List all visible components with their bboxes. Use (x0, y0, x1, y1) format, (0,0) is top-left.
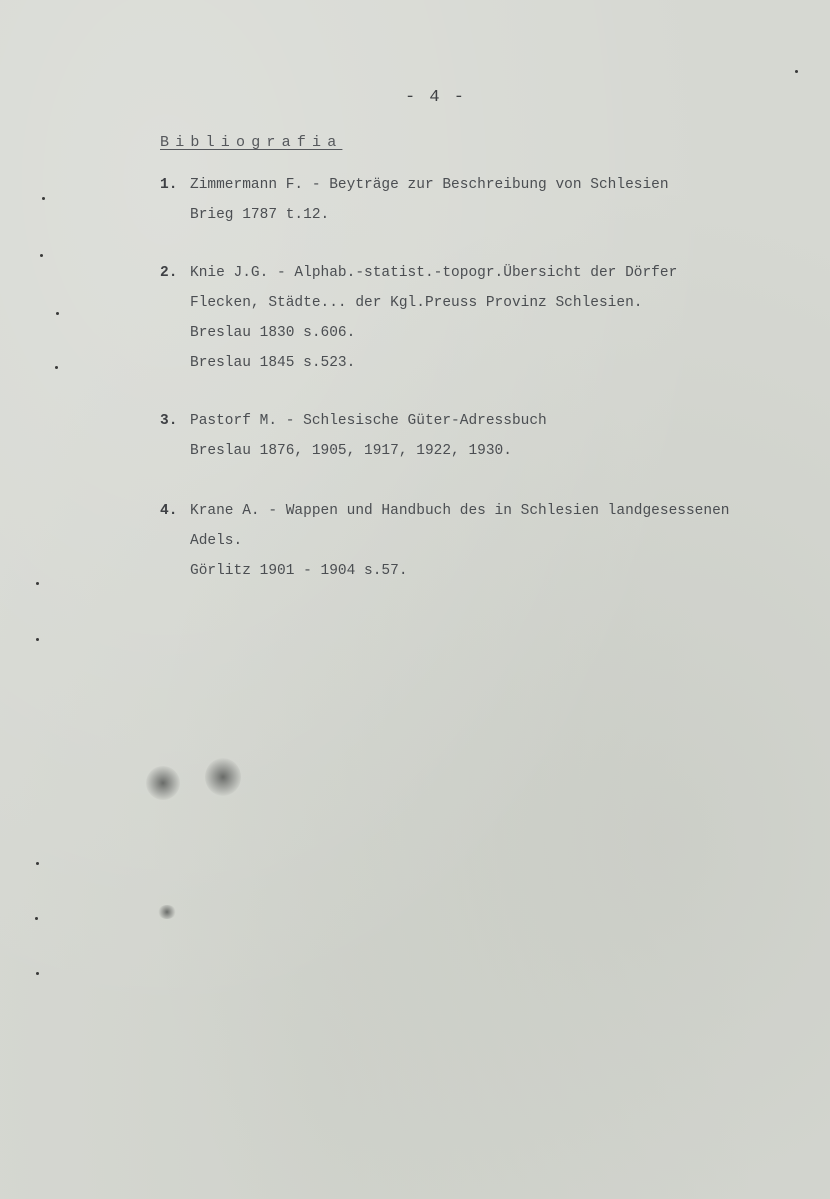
entry-line: Flecken, Städte... der Kgl.Preuss Provinz Schlesien. (190, 295, 643, 311)
ink-smudge (146, 766, 180, 800)
bibliography-entry-4 (160, 496, 820, 586)
entry-line: Breslau 1845 s.523. (190, 355, 356, 371)
margin-mark (40, 254, 43, 257)
margin-mark (35, 917, 38, 920)
entry-number: 1. (160, 177, 178, 193)
entry-line: Knie J.G. - Alphab.-statist.-topogr.Übersicht der Dörfer (190, 265, 678, 281)
bibliography-entry-3 (160, 406, 820, 466)
entry-number: 2. (160, 265, 178, 281)
entry-line: Brieg 1787 t.12. (190, 207, 330, 223)
entry-line: Krane A. - Wappen und Handbuch des in Schlesien landgesessenen (190, 503, 730, 519)
margin-mark (795, 70, 798, 73)
entry-number: 4. (160, 503, 178, 519)
ink-smudge (205, 758, 241, 796)
entry-line: Breslau 1876, 1905, 1917, 1922, 1930. (190, 443, 512, 459)
entry-line: Adels. (190, 533, 243, 549)
margin-mark (36, 972, 39, 975)
entry-number: 3. (160, 413, 178, 429)
margin-mark (36, 582, 39, 585)
entry-line: Görlitz 1901 - 1904 s.57. (190, 563, 408, 579)
page-number: - 4 - (405, 88, 467, 107)
margin-mark (36, 638, 39, 641)
bibliography-entry-2 (160, 258, 820, 378)
margin-mark (56, 312, 59, 315)
margin-mark (42, 197, 45, 200)
entry-line: Breslau 1830 s.606. (190, 325, 356, 341)
bibliography-entry-1 (160, 170, 820, 230)
entry-line: Zimmermann F. - Beyträge zur Beschreibung von Schlesien (190, 177, 669, 193)
bibliography-heading: Bibliografia (160, 134, 343, 151)
entry-line: Pastorf M. - Schlesische Güter-Adressbuch (190, 413, 547, 429)
margin-mark (55, 366, 58, 369)
ink-smudge (158, 905, 176, 919)
margin-mark (36, 862, 39, 865)
